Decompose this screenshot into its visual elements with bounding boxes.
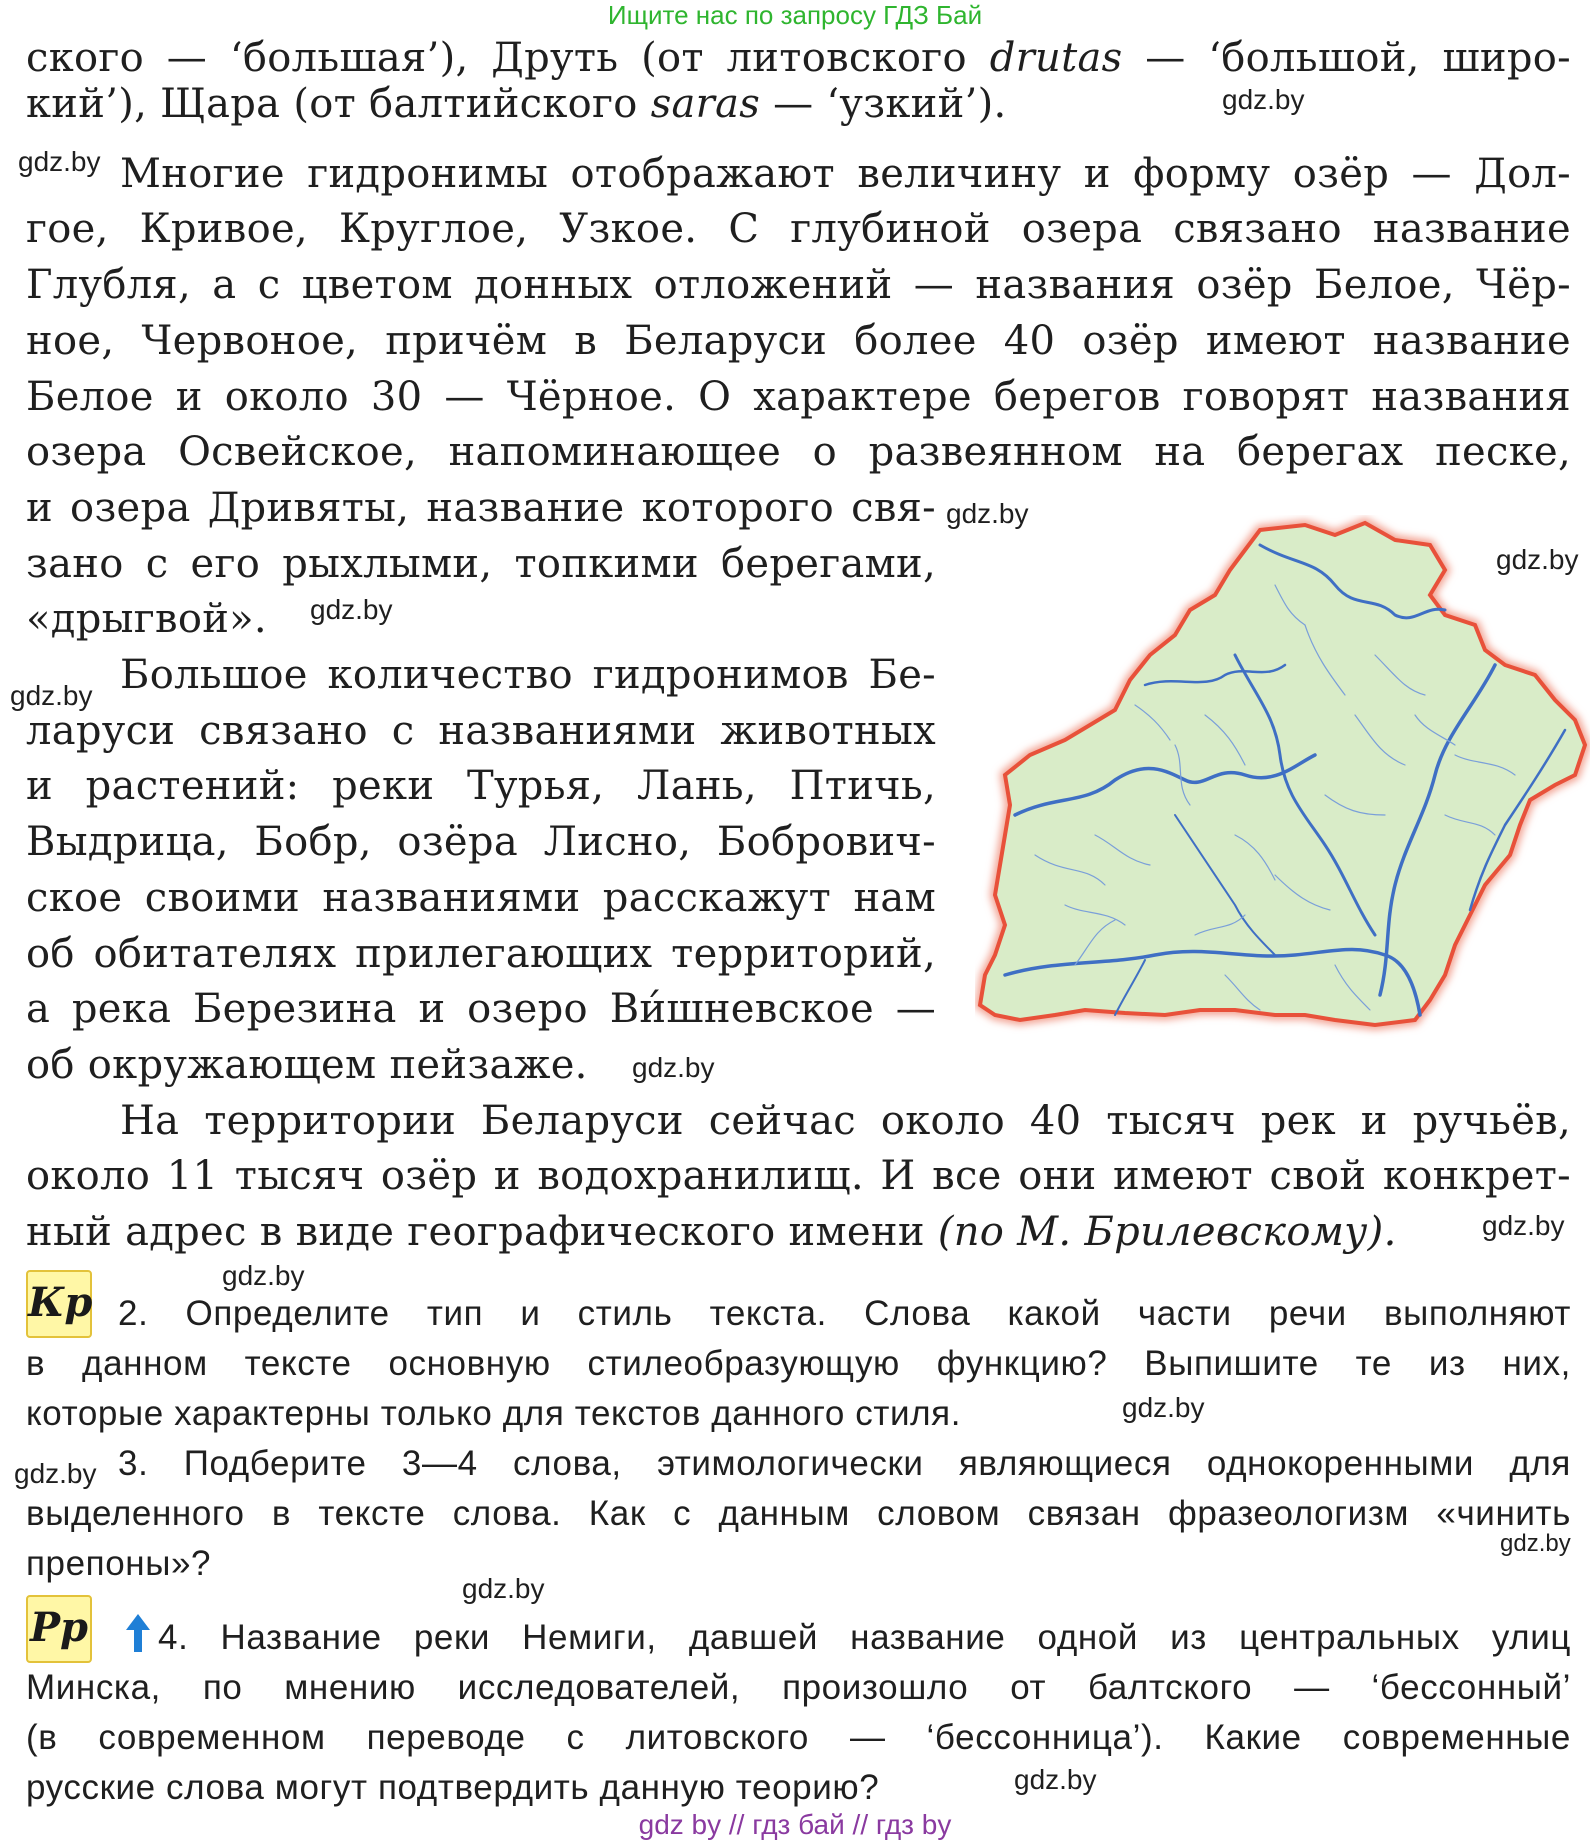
text-line-14: и растений: реки Турья, Лань, Птичь, (26, 763, 936, 809)
watermark: gdz.by (1222, 84, 1305, 115)
text-line-11: «дрыгвой». (26, 596, 267, 642)
watermark: gdz.by (1500, 1530, 1571, 1557)
text-line-18: а река Березина и озеро Ви́шневское — (26, 986, 936, 1032)
watermark: gdz.by (632, 1052, 715, 1083)
text-line-16: ское своими названиями расскажут нам (26, 875, 936, 921)
text-line-2-content: кий’), Щара (от балтийского saras — ‘узкий’). (26, 81, 1007, 127)
text-line-22 (26, 1204, 1397, 1260)
question-4-line-2: Минска, по мнению исследователей, произошло от балтского — ‘бессонный’ (26, 1668, 1571, 1707)
question-2-line-3: которые характерны только для текстов данного стиля. (26, 1394, 962, 1433)
citation: (по М. Брилевскому). (937, 1209, 1397, 1255)
text-line-12: Большое количество гидронимов Бе- (120, 652, 936, 698)
text-line-17: об обитателях прилегающих территорий, (26, 931, 936, 977)
kr-badge-icon: Кр (26, 1270, 92, 1338)
watermark: gdz.by (1014, 1764, 1097, 1795)
question-4-line-4: русские слова могут подтвердить данную теорию? (26, 1768, 880, 1807)
text-line-5: Глубля, а с цветом донных отложений — названия озёр Белое, Чёр- (26, 262, 1571, 308)
text-line-8: озера Освейское, напоминающее о развеянном на берегах песке, (26, 429, 1571, 475)
text-line-7: Белое и около 30 — Чёрное. О характере берегов говорят названия (26, 374, 1571, 420)
watermark: gdz.by (310, 594, 393, 625)
question-2-line-1: 2. Определите тип и стиль текста. Слова какой части речи выполняют (118, 1294, 1571, 1333)
question-4-line-1: 4. Название реки Немиги, давшей название одной из центральных улиц (158, 1618, 1571, 1657)
text-line-3: Многие гидронимы отображают величину и форму озёр — Дол- (120, 151, 1571, 197)
text-line-4: гое, Кривое, Круглое, Узкое. С глубиной озера связано название (26, 206, 1571, 252)
question-3-line-3: препоны»? (26, 1544, 212, 1583)
word-drutas: drutas (989, 35, 1123, 81)
top-banner: Ищите нас по запросу ГДЗ Бай (607, 0, 983, 30)
text-line-15: Выдрица, Бобр, озёра Лисно, Бобрович- (26, 819, 936, 865)
watermark: gdz.by (1482, 1210, 1565, 1241)
question-3-line-2: выделенного в тексте слова. Как с данным словом связан фразеологизм «чинить (26, 1494, 1571, 1533)
rr-badge-icon: Рр (26, 1595, 92, 1663)
text-line-2 (26, 76, 1007, 132)
question-4-line-3: (в современном переводе с литовского — ‘бессонница’). Какие современные (26, 1718, 1571, 1757)
question-2-line-2: в данном тексте основную стилеобразующую функцию? Выпишите те из них, (26, 1344, 1571, 1383)
text-line-20: На территории Беларуси сейчас около 40 тысяч рек и ручьёв, (120, 1098, 1571, 1144)
watermark: gdz.by (462, 1573, 545, 1604)
word-saras: saras (650, 81, 761, 127)
text-line-10: зано с его рыхлыми, топкими берегами, (26, 541, 936, 587)
text-line-13: ларуси связано с названиями животных (26, 708, 936, 754)
text-line-9: и озера Дривяты, название которого свя- (26, 485, 936, 531)
watermark: gdz.by (14, 1458, 97, 1489)
watermark: gdz.by (18, 146, 101, 177)
text-line-21: около 11 тысяч озёр и водохранилищ. И все они имеют свой конкрет- (26, 1153, 1571, 1199)
watermark: gdz.by (1496, 544, 1579, 575)
text-line-22-content: ный адрес в виде географического имени (26, 1209, 925, 1255)
text-line-6: ное, Червоное, причём в Беларуси более 40 озёр имеют название (26, 318, 1571, 364)
text-line-19: об окружающем пейзаже. (26, 1042, 588, 1088)
up-arrow-icon (124, 1612, 152, 1654)
bottom-banner: gdz by // гдз бай // гдз by (638, 1809, 952, 1840)
belarus-rivers-map (975, 515, 1590, 1070)
question-3-line-1: 3. Подберите 3—4 слова, этимологически являющиеся однокоренными для (118, 1444, 1571, 1483)
watermark: gdz.by (10, 680, 93, 711)
text-line-1-content: ского — ‘большая’), Друть (от литовского drutas — ‘большой, широ- (26, 35, 1571, 81)
watermark: gdz.by (1122, 1392, 1205, 1423)
watermark: gdz.by (222, 1260, 305, 1291)
watermark: gdz.by (946, 498, 1029, 529)
